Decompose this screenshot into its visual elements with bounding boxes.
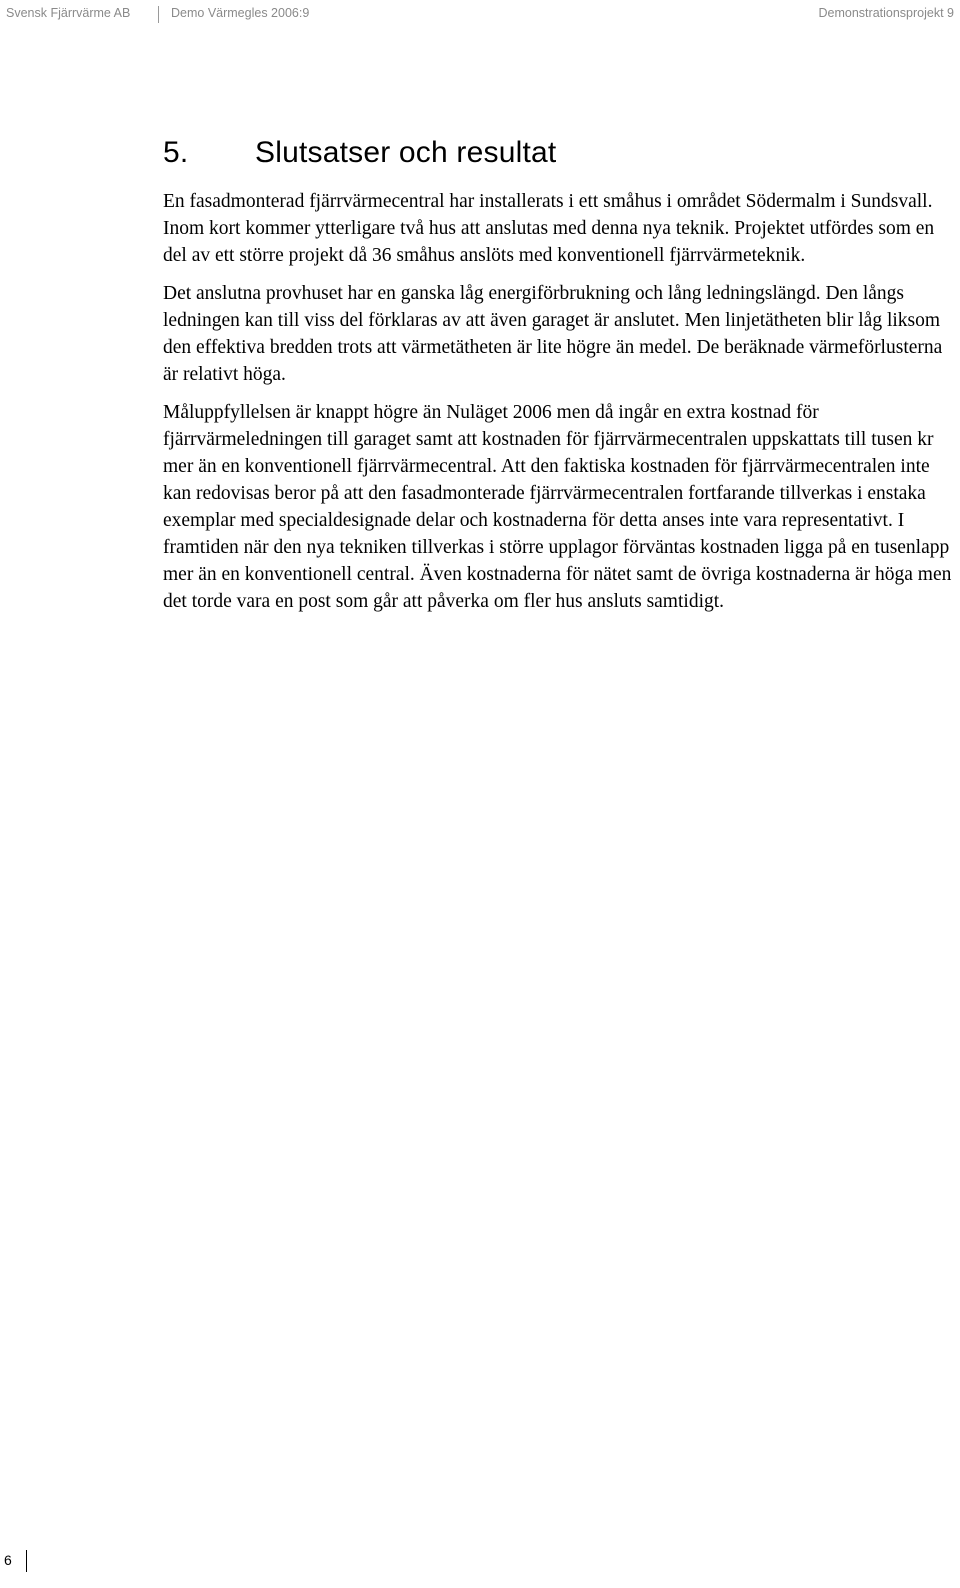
section-title: Slutsatser och resultat (255, 136, 557, 169)
paragraph-2: Det anslutna provhuset har en ganska låg energiförbrukning och lång ledningslängd. Den långs ledningen kan till viss del förklaras av att även garaget är anslutet. Men linjetätheten blir låg liksom den effektiva bredden trots att värmetätheten är lite högre än medel. De beräknade värmeförlusterna är relativt höga. (163, 283, 943, 385)
footer-divider (26, 1550, 27, 1572)
header-company: Svensk Fjärrvärme AB (6, 6, 131, 20)
page-footer (4, 1550, 44, 1572)
page-number: 6 (4, 1552, 12, 1568)
section-number: 5. (163, 136, 189, 169)
body-text (163, 188, 955, 626)
page-header (6, 6, 954, 24)
paragraph-3: Måluppfyllelsen är knappt högre än Nuläget 2006 men då ingår en extra kostnad för fjärrvärmeledningen till garaget samt att kostnaden för fjärrvärmecentralen uppskattats till tusen kr mer än en konventionell fjärrvärmecentral. Att den faktiska kostnaden för fjärrvärmecentralen inte kan redovisas beror på att den fasadmonterade fjärrvärmecentralen fortfarande tillverkas i enstaka exemplar med specialdesignade delar och kostnaderna för detta anses inte vara representativt. I framtiden när den nya tekniken tillverkas i större upplagor förväntas kostnaden ligga på en tusenlapp mer än en konventionell central. Även kostnaderna för nätet samt de övriga kostnaderna är höga men det torde vara en post som går att påverka om fler hus ansluts samtidigt. (163, 402, 952, 612)
section-heading (163, 136, 556, 170)
header-project: Demonstrationsprojekt 9 (818, 6, 954, 20)
header-divider (158, 6, 159, 23)
header-document-title: Demo Värmegles 2006:9 (171, 6, 310, 20)
paragraph-1: En fasadmonterad fjärrvärmecentral har installerats i ett småhus i området Södermalm i Sundsvall. Inom kort kommer ytterligare två hus att anslutas med denna nya teknik. Projektet utfördes som en del av ett större projekt då 36 småhus anslöts med konventionell fjärrvärmeteknik. (163, 191, 935, 266)
